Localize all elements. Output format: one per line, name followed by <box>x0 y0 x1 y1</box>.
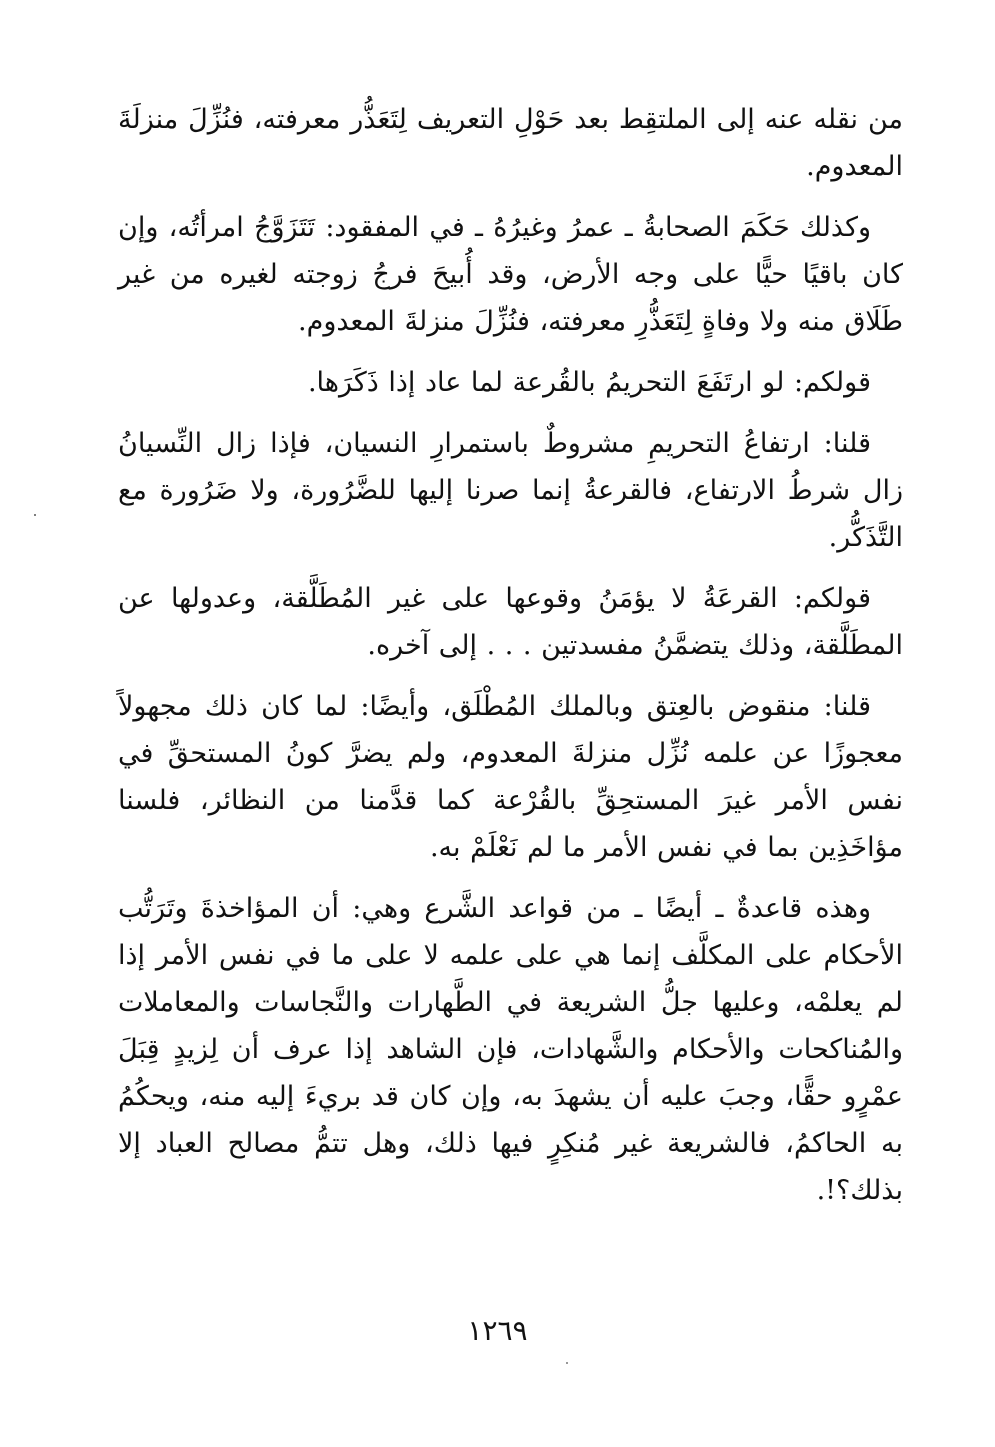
paragraph-1: من نقله عنه إلى الملتقِط بعد حَوْلِ التعريف لِتَعَذُّر معرفته، فنُزِّلَ منزلَةَ المعدوم. <box>118 104 903 182</box>
body-text <box>118 96 903 1228</box>
margin-speck <box>34 514 36 516</box>
page-number: ١٢٦٩ <box>467 1314 528 1347</box>
paragraph-5: قولكم: القرعَةُ لا يؤمَنُ وقوعها على غير المُطَلَّقة، وعدولها عن المطَلَّقة، وذلك يتضمَّنُ مفسدتين . . . إلى آخره. <box>118 583 903 661</box>
bottom-speck <box>566 1362 568 1364</box>
paragraph-2: وكذلك حَكَمَ الصحابةُ ـ عمرُ وغيرُهُ ـ في المفقود: تَتَزَوَّجُ امرأتُه، وإن كان باقيًا حيًّا على وجه الأرض، وقد أُبيحَ فرجُ زوجته لغيره من غير طَلَاق منه ولا وفاةٍ لِتَعَذُّرِ معرفته، فنُزِّلَ منزلةَ المعدوم. <box>118 212 903 337</box>
paragraph-4: قلنا: ارتفاعُ التحريمِ مشروطٌ باستمرارِ النسيان، فإذا زال النِّسيانُ زال شرطُ الارتفاع، فالقرعةُ إنما صرنا إليها للضَّرُورة، ولا ضَرُورة مع التَّذَكُّر. <box>118 428 903 553</box>
paragraph-3: قولكم: لو ارتَفَعَ التحريمُ بالقُرعة لما عاد إذا ذَكَرَها. <box>307 367 871 398</box>
paragraph-7: وهذه قاعدةٌ ـ أيضًا ـ من قواعد الشَّرع وهي: أن المؤاخذةَ وتَرَتُّب الأحكام على المكلَّف إنما هي على علمه لا على ما في نفس الأمر إذا لم يعلمْه، وعليها جلُّ الشريعة في الطَّهارات والنَّجاسات والمعاملات والمُناكحات والأحكام والشَّهادات، فإن الشاهد إذا عرف أن لِزيدٍ قِبَلَ عمْرٍو حقًّا، وجبَ عليه أن يشهدَ به، وإن كان قد بريءَ إليه منه، ويحكُمُ به الحاكمُ، فالشريعة غير مُنكِرٍ فيها ذلك، وهل تتمُّ مصالح العباد إلا بذلك؟!. <box>118 893 903 1206</box>
paragraph-6: قلنا: منقوض بالعِتق وبالملك المُطْلَق، وأيضًا: لما كان ذلك مجهولاً معجوزًا عن علمه نُزِّل منزلةَ المعدوم، ولم يضرَّ كونُ المستحقِّ في نفس الأمر غيرَ المستحِقِّ بالقُرْعة كما قدَّمنا من النظائر، فلسنا مؤاخَذِين بما في نفس الأمر ما لم نَعْلَمْ به. <box>118 691 903 863</box>
